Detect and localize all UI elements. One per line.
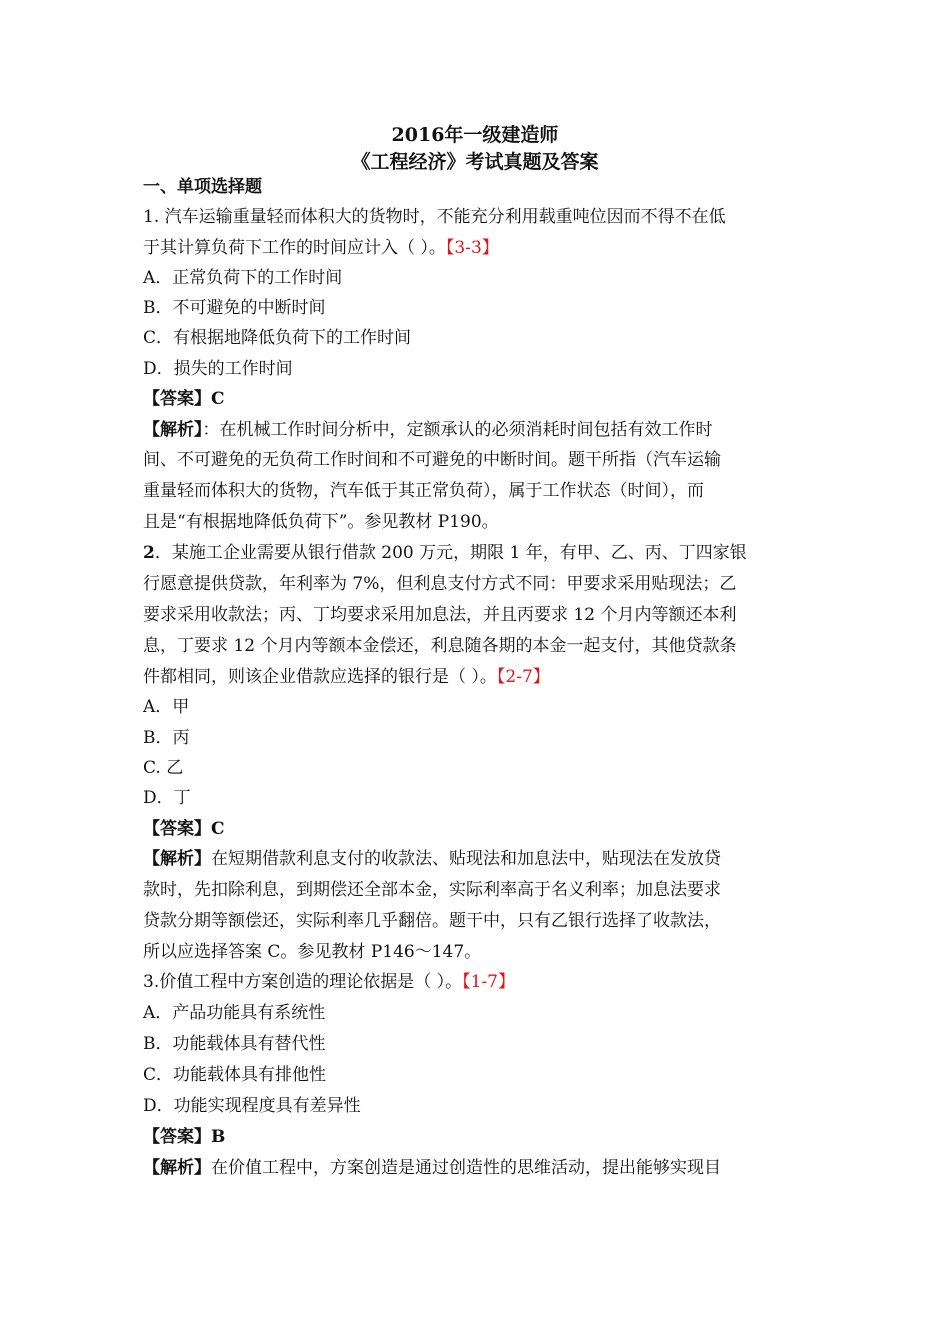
q2-option-d: D．丁 — [143, 788, 191, 808]
q1-option-c: C．有根据地降低负荷下的工作时间 — [143, 328, 412, 348]
q3-stem: 3.价值工程中方案创造的理论依据是（ ）。【1-7】 — [143, 972, 516, 992]
q1-stem-line1: 1. 汽车运输重量轻而体积大的货物时，不能充分利用载重吨位因而不得不在低 — [143, 207, 726, 227]
q1-option-b: B．不可避免的中断时间 — [143, 298, 326, 318]
q2-stem-line3: 要求采用收款法；丙、丁均要求采用加息法，并且丙要求 12 个月内等额还本利 — [143, 605, 737, 625]
q3-option-b: B．功能载体具有替代性 — [143, 1034, 326, 1054]
q3-option-a: A．产品功能具有系统性 — [143, 1003, 326, 1023]
q3-analysis-line1: 【解析】在价值工程中，方案创造是通过创造性的思维活动，提出能够实现目 — [143, 1158, 721, 1178]
q3-option-d: D．功能实现程度具有差异性 — [143, 1096, 361, 1116]
q1-chapter-tag: 【3-3】 — [445, 238, 499, 258]
q2-analysis-line2: 款时，先扣除利息，到期偿还全部本金，实际利率高于名义利率；加息法要求 — [143, 880, 721, 900]
q1-stem-line2: 于其计算负荷下工作的时间应计入（ ）。【3-3】 — [143, 238, 499, 258]
q2-option-b: B．丙 — [143, 728, 190, 748]
q2-stem-line4: 息，丁要求 12 个月内等额本金偿还，利息随各期的本金一起支付，其他贷款条 — [143, 636, 737, 656]
q1-analysis-line1: 【解析】：在机械工作时间分析中，定额承认的必须消耗时间包括有效工作时 — [143, 420, 713, 440]
q1-analysis-line2: 间、不可避免的无负荷工作时间和不可避免的中断时间。题干所指（汽车运输 — [143, 450, 721, 470]
section-heading: 一、单项选择题 — [143, 177, 262, 197]
document-title-line1: 2016年一级建造师 — [391, 124, 559, 146]
q2-analysis-line4: 所以应选择答案 C。参见教材 P146～147。 — [143, 942, 482, 962]
document-title-line2: 《工程经济》考试真题及答案 — [351, 151, 599, 173]
q3-answer: 【答案】B — [143, 1127, 226, 1147]
q3-chapter-tag: 【1-7】 — [462, 972, 516, 992]
q2-analysis-line3: 贷款分期等额偿还，实际利率几乎翻倍。题干中，只有乙银行选择了收款法， — [143, 911, 721, 931]
q2-analysis-line1: 【解析】在短期借款利息支付的收款法、贴现法和加息法中，贴现法在发放贷 — [143, 849, 721, 869]
q2-answer: 【答案】C — [143, 819, 225, 839]
q2-chapter-tag: 【2-7】 — [496, 667, 550, 687]
q1-analysis-line4: 且是“有根据地降低负荷下”。参见教材 P190。 — [143, 512, 499, 532]
q2-stem-line5: 件都相同，则该企业借款应选择的银行是（ ）。【2-7】 — [143, 667, 550, 687]
q3-option-c: C．功能载体具有排他性 — [143, 1065, 327, 1085]
q1-option-d: D．损失的工作时间 — [143, 359, 293, 379]
q1-analysis-line3: 重量轻而体积大的货物，汽车低于其正常负荷），属于工作状态（时间），而 — [143, 481, 704, 501]
q2-stem-line1: 2．某施工企业需要从银行借款 200 万元，期限 1 年，有甲、乙、丙、丁四家银 — [143, 543, 747, 563]
q2-option-a: A．甲 — [143, 697, 190, 717]
q2-stem-line2: 行愿意提供贷款，年利率为 7%，但利息支付方式不同：甲要求采用贴现法；乙 — [143, 574, 737, 594]
q2-option-c: C. 乙 — [143, 758, 184, 778]
q1-option-a: A．正常负荷下的工作时间 — [143, 268, 343, 288]
q1-answer: 【答案】C — [143, 389, 225, 409]
